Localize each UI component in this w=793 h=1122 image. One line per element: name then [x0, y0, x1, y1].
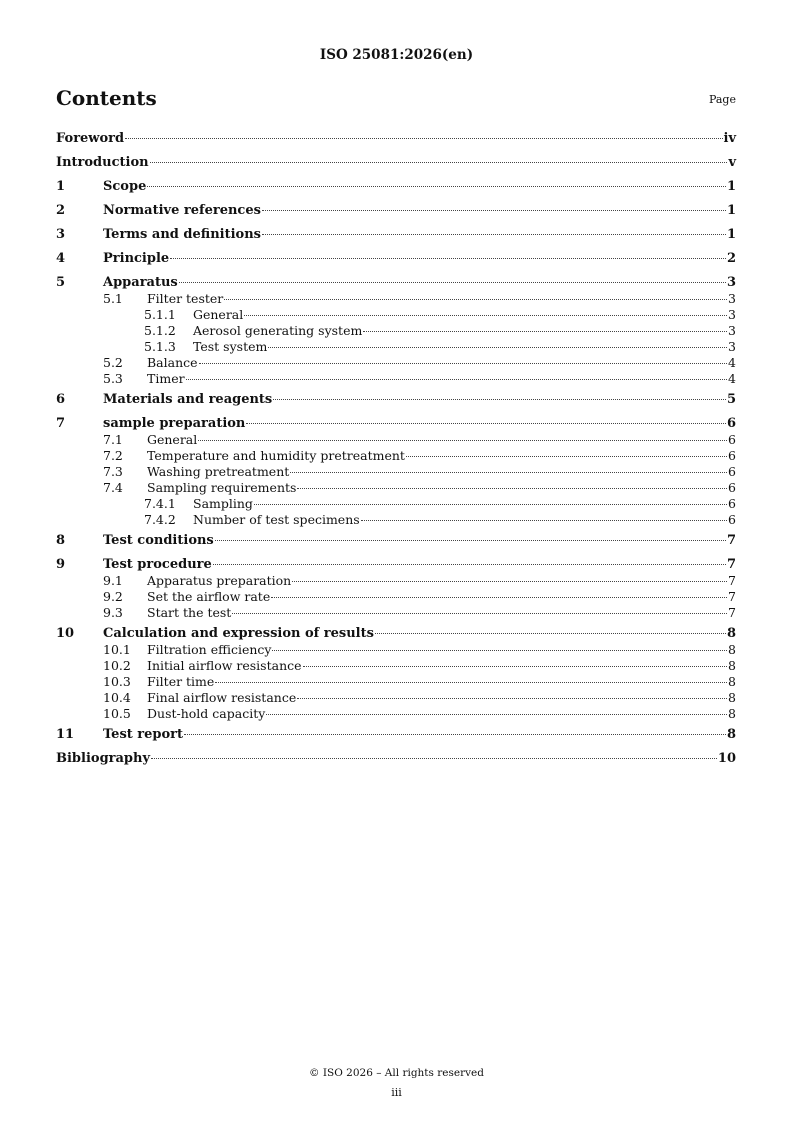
toc-entry[interactable] [56, 307, 736, 323]
toc-entry-title: Initial airflow resistance [147, 658, 302, 673]
toc-entry-number: 7.1 [103, 432, 123, 447]
toc-entry-number: 11 [56, 727, 75, 742]
toc-entry[interactable] [56, 642, 736, 658]
toc-entry-title: Sampling [193, 496, 253, 511]
toc-leader-dots [186, 379, 727, 380]
toc-leader-dots [150, 162, 728, 163]
toc-entry-page: 8 [728, 690, 736, 705]
toc-entry[interactable] [56, 605, 736, 621]
toc-entry-page: 1 [726, 203, 736, 218]
toc-entry[interactable] [56, 573, 736, 589]
toc-entry[interactable] [56, 464, 736, 480]
toc-entry[interactable] [56, 391, 736, 415]
toc-entry-number: 3 [56, 227, 66, 242]
toc-entry-page: 6 [728, 432, 736, 447]
toc-entry-page: 3 [728, 291, 736, 306]
toc-entry-number: 7.4.2 [144, 512, 176, 527]
toc-entry[interactable] [56, 371, 736, 387]
toc-entry[interactable] [56, 532, 736, 556]
toc-entry-title: Test conditions [103, 533, 214, 548]
toc-entry-page: 8 [728, 706, 736, 721]
toc-entry-title: General [147, 432, 198, 447]
toc-entry-page: 3 [726, 275, 736, 290]
toc-entry-page: 7 [726, 557, 736, 572]
toc-entry-number: 10 [56, 626, 75, 641]
toc-entry-title: Washing pretreatment [147, 464, 290, 479]
toc-entry[interactable] [56, 726, 736, 750]
toc-entry-title: Introduction [56, 155, 149, 170]
toc-entry-page: 6 [728, 480, 736, 495]
toc-entry-title: Filter tester [147, 291, 224, 306]
toc-entry-page: 4 [728, 355, 736, 370]
document-header: ISO 25081:2026(en) [319, 47, 474, 63]
toc-leader-dots [262, 210, 726, 211]
toc-entry-title: Materials and reagents [103, 392, 273, 407]
toc-entry-page: 6 [728, 448, 736, 463]
toc-entry-number: 9.3 [103, 605, 123, 620]
toc-leader-dots [297, 698, 727, 699]
table-of-contents [56, 130, 736, 774]
toc-entry-number: 9.2 [103, 589, 123, 604]
toc-entry-title: Test report [103, 727, 184, 742]
toc-entry-title: Filtration efficiency [147, 642, 272, 657]
toc-entry[interactable] [56, 690, 736, 706]
toc-entry-title: Start the test [147, 605, 232, 620]
toc-entry-page: 8 [726, 727, 736, 742]
toc-entry-number: 7.3 [103, 464, 123, 479]
toc-leader-dots [179, 282, 726, 283]
toc-leader-dots [170, 258, 726, 259]
toc-entry-page: 7 [726, 533, 736, 548]
toc-leader-dots [184, 734, 726, 735]
toc-entry[interactable] [56, 250, 736, 274]
toc-entry-number: 7.4.1 [144, 496, 176, 511]
toc-entry[interactable] [56, 496, 736, 512]
toc-entry-title: Bibliography [56, 751, 151, 766]
toc-entry-number: 10.1 [103, 642, 131, 657]
toc-entry[interactable] [56, 432, 736, 448]
toc-leader-dots [151, 758, 717, 759]
toc-entry-number: 5.1.2 [144, 323, 176, 338]
toc-entry-page: 3 [728, 307, 736, 322]
toc-entry-page: 6 [728, 496, 736, 511]
toc-entry-title: Principle [103, 251, 170, 266]
toc-entry-page: 8 [726, 626, 736, 641]
toc-entry-number: 5.1 [103, 291, 123, 306]
toc-entry-title: Set the airflow rate [147, 589, 271, 604]
toc-entry[interactable] [56, 339, 736, 355]
toc-leader-dots [232, 613, 727, 614]
toc-leader-dots [198, 440, 727, 441]
toc-entry[interactable] [56, 178, 736, 202]
toc-entry-page: 2 [726, 251, 736, 266]
toc-entry-number: 2 [56, 203, 66, 218]
toc-leader-dots [244, 315, 727, 316]
contents-title: Contents [56, 86, 157, 110]
page-number: iii [391, 1086, 402, 1099]
toc-entry-page: 10 [717, 751, 736, 766]
toc-leader-dots [268, 347, 727, 348]
toc-entry-title: General [193, 307, 244, 322]
toc-entry-title: Sampling requirements [147, 480, 297, 495]
toc-entry-number: 10.4 [103, 690, 131, 705]
toc-entry-page: 6 [726, 416, 736, 431]
toc-entry-page: 1 [726, 227, 736, 242]
toc-leader-dots [246, 423, 726, 424]
toc-entry-number: 5.1.3 [144, 339, 176, 354]
toc-entry[interactable] [56, 480, 736, 496]
toc-entry-number: 1 [56, 179, 66, 194]
toc-leader-dots [215, 682, 727, 683]
toc-entry-page: 7 [728, 573, 736, 588]
toc-entry-page: 3 [728, 323, 736, 338]
toc-entry[interactable] [56, 130, 736, 154]
toc-entry-title: Scope [103, 179, 147, 194]
toc-leader-dots [363, 331, 727, 332]
toc-leader-dots [215, 540, 726, 541]
toc-entry-number: 10.3 [103, 674, 131, 689]
toc-entry-title: Terms and definitions [103, 227, 261, 242]
toc-entry-number: 5 [56, 275, 66, 290]
toc-entry[interactable] [56, 154, 736, 178]
toc-entry-title: Normative references [103, 203, 261, 218]
toc-entry-title: Foreword [56, 131, 125, 146]
toc-leader-dots [273, 399, 726, 400]
toc-leader-dots [213, 564, 726, 565]
toc-entry[interactable] [56, 448, 736, 464]
toc-entry-title: Final airflow resistance [147, 690, 297, 705]
toc-entry-number: 4 [56, 251, 66, 266]
toc-entry-page: iv [723, 131, 736, 146]
toc-entry-number: 9.1 [103, 573, 123, 588]
toc-entry[interactable] [56, 512, 736, 528]
toc-entry-number: 5.3 [103, 371, 123, 386]
toc-entry[interactable] [56, 589, 736, 605]
toc-leader-dots [292, 581, 727, 582]
toc-entry-title: Temperature and humidity pretreatment [147, 448, 405, 463]
toc-entry-page: 5 [726, 392, 736, 407]
toc-entry[interactable] [56, 355, 736, 371]
toc-leader-dots [271, 597, 727, 598]
toc-leader-dots [224, 299, 727, 300]
toc-entry-page: 1 [726, 179, 736, 194]
toc-entry[interactable] [56, 226, 736, 250]
toc-leader-dots [375, 633, 726, 634]
toc-entry-title: Number of test specimens [193, 512, 360, 527]
toc-entry-page: 8 [728, 658, 736, 673]
toc-entry-number: 7.4 [103, 480, 123, 495]
toc-entry-number: 5.1.1 [144, 307, 176, 322]
toc-entry-page: v [728, 155, 736, 170]
toc-entry-title: Apparatus [103, 275, 178, 290]
toc-entry-page: 6 [728, 512, 736, 527]
toc-entry[interactable] [56, 750, 736, 774]
toc-leader-dots [199, 363, 728, 364]
toc-leader-dots [262, 234, 726, 235]
toc-entry-page: 4 [728, 371, 736, 386]
toc-leader-dots [266, 714, 727, 715]
toc-leader-dots [297, 488, 727, 489]
toc-entry-title: sample preparation [103, 416, 246, 431]
toc-entry-page: 8 [728, 642, 736, 657]
toc-entry-page: 8 [728, 674, 736, 689]
copyright-footer: © ISO 2026 – All rights reserved [309, 1067, 484, 1079]
toc-entry-page: 7 [728, 605, 736, 620]
toc-entry-number: 5.2 [103, 355, 123, 370]
toc-entry-title: Dust-hold capacity [147, 706, 266, 721]
toc-entry[interactable] [56, 291, 736, 307]
toc-entry-page: 6 [728, 464, 736, 479]
toc-leader-dots [303, 666, 728, 667]
toc-entry-title: Aerosol generating system [193, 323, 363, 338]
toc-entry-title: Test procedure [103, 557, 212, 572]
toc-entry[interactable] [56, 202, 736, 226]
toc-entry-title: Apparatus preparation [147, 573, 292, 588]
toc-entry-number: 7 [56, 416, 66, 431]
page-column-label: Page [708, 93, 736, 106]
toc-entry-title: Balance [147, 355, 198, 370]
toc-entry-number: 6 [56, 392, 66, 407]
toc-leader-dots [361, 520, 727, 521]
toc-entry-page: 3 [728, 339, 736, 354]
toc-entry-number: 10.2 [103, 658, 131, 673]
toc-leader-dots [147, 186, 726, 187]
toc-entry-number: 9 [56, 557, 66, 572]
toc-entry-page: 7 [728, 589, 736, 604]
toc-entry-title: Calculation and expression of results [103, 626, 374, 641]
toc-entry-number: 7.2 [103, 448, 123, 463]
toc-entry[interactable] [56, 674, 736, 690]
toc-entry[interactable] [56, 658, 736, 674]
toc-leader-dots [125, 138, 722, 139]
toc-entry-number: 8 [56, 533, 66, 548]
toc-leader-dots [254, 504, 727, 505]
toc-leader-dots [272, 650, 727, 651]
toc-entry[interactable] [56, 323, 736, 339]
toc-entry-title: Test system [193, 339, 268, 354]
toc-leader-dots [290, 472, 727, 473]
toc-leader-dots [406, 456, 727, 457]
toc-entry-title: Timer [147, 371, 185, 386]
toc-entry[interactable] [56, 706, 736, 722]
toc-entry-number: 10.5 [103, 706, 131, 721]
toc-entry-title: Filter time [147, 674, 215, 689]
